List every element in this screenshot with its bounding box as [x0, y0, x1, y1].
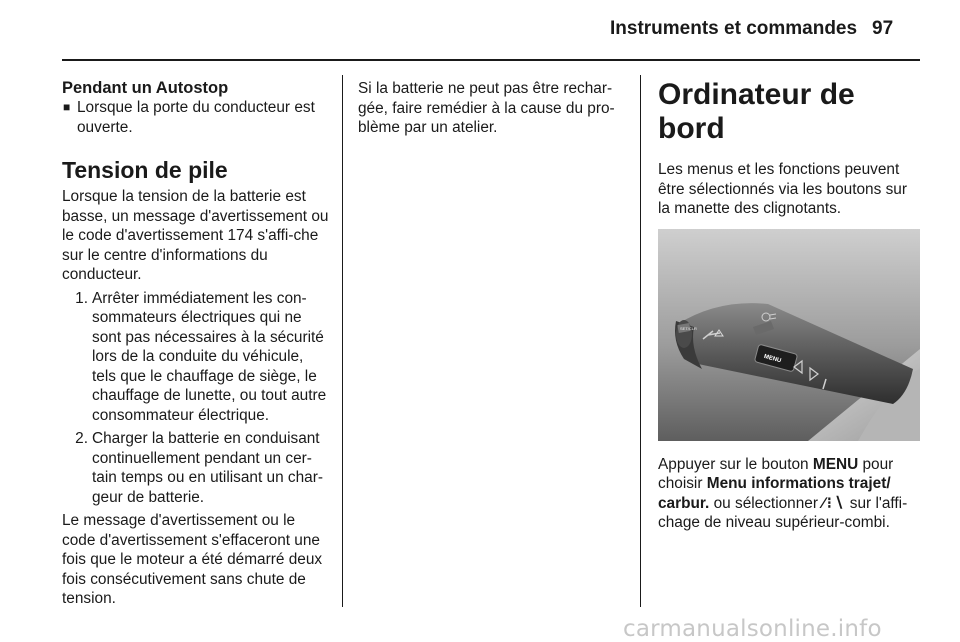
- watermark: carmanualsonline.info: [623, 616, 882, 642]
- autostop-bullet-text: Lorsque la porte du conducteur est ouverte.: [77, 99, 315, 136]
- step-text: Arrêter immédiatement les con-sommateurs électriques qui ne sont pas nécessaires à la sécurité lors de la conduite du véhicule, tels que le chauffage de siège, le chauffage de lunette, ou tout autre consommateur électrique.: [92, 289, 327, 424]
- list-item: [62, 289, 330, 426]
- header-title: Instruments et commandes: [610, 18, 858, 39]
- tension-heading: Tension de pile: [62, 157, 228, 183]
- menu-button-label: MENU: [763, 353, 782, 364]
- sticker-label: SET/CLR: [680, 325, 697, 331]
- header-rule: [62, 59, 920, 61]
- instruction-text-1: Appuyer sur le bouton: [658, 455, 813, 473]
- column-3: [658, 78, 922, 533]
- column-1: [62, 78, 330, 609]
- step-number: 2.: [75, 430, 88, 447]
- nav-symbol-icon: ∕⁝∖: [822, 494, 846, 512]
- column-divider-1: [342, 75, 343, 607]
- column-2: [358, 79, 624, 138]
- autostop-heading: Pendant un Autostop: [62, 79, 229, 97]
- autostop-bullet: [62, 98, 330, 137]
- list-item: [62, 429, 330, 507]
- bullet-icon: ■: [63, 100, 71, 114]
- column-divider-2: [640, 75, 641, 607]
- page-number: 97: [872, 18, 894, 39]
- instruction-text-2: pour choisir: [658, 455, 894, 492]
- instruction-paragraph: [658, 455, 922, 533]
- step-text: Charger la batterie en conduisant continuellement pendant un cer-tain temps ou en utilisant un char-geur de batterie.: [92, 430, 323, 506]
- tension-intro: Lorsque la tension de la batterie est basse, un message d'avertissement ou le code d'avertissement 174 s'affi-che sur le centre d'informations du conducteur.: [62, 188, 329, 283]
- instruction-text-3: ou sélectionner: [709, 494, 823, 512]
- closing-paragraph: Le message d'avertissement ou le code d'avertissement s'effaceront une fois que le moteur a été démarré deux fois consécutivement sans chute de tension.: [62, 512, 323, 607]
- battery-paragraph: Si la batterie ne peut pas être rechar-gée, faire remédier à la cause du pro-blème par un atelier.: [358, 80, 615, 136]
- turn-signal-lever-photo: [658, 229, 920, 441]
- section-heading: Ordinateur de bord: [658, 78, 855, 145]
- instruction-text-4: sur l'affi-chage de niveau supérieur-combi.: [658, 494, 908, 531]
- menu-name-reference: Menu informations trajet/ carbur.: [658, 475, 891, 512]
- menu-button-reference: MENU: [812, 455, 859, 473]
- intro-paragraph: Les menus et les fonctions peuvent être sélectionnés via les boutons sur la manette des clignotants.: [658, 161, 907, 217]
- steps-list: [62, 289, 330, 508]
- step-number: 1.: [75, 289, 88, 307]
